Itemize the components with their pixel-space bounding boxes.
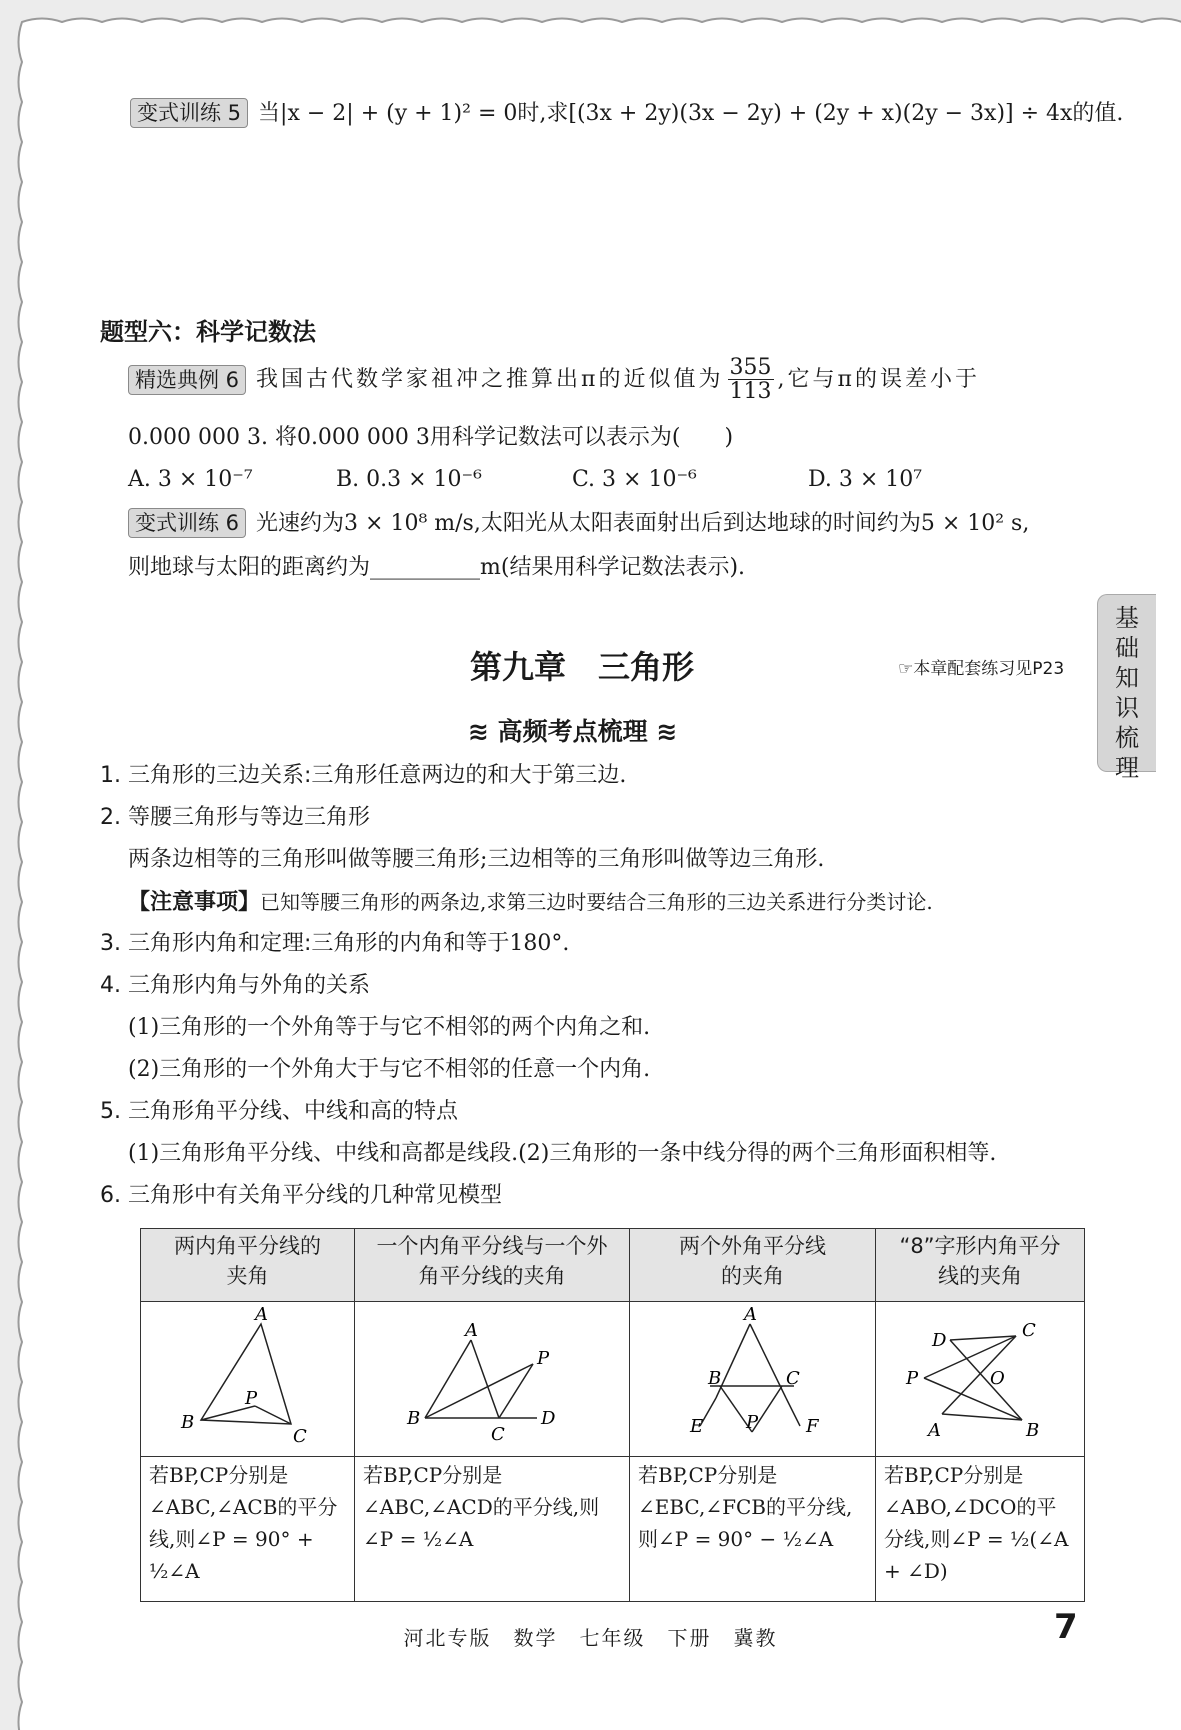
side-tab-char: 识 <box>1115 694 1139 722</box>
label-p: P <box>537 1348 550 1369</box>
example-6-tag: 精选典例 6 <box>128 365 246 395</box>
label-p: P <box>245 1388 258 1409</box>
point-heading: 等腰三角形与等边三角形 <box>127 805 370 830</box>
knowledge-point-line <box>128 1138 996 1170</box>
example-6-text-a: 我国古代数学家祖冲之推算出π的近似值为 <box>256 366 724 392</box>
label-a: A <box>928 1420 941 1441</box>
point-text: 三角形的内角和等于180°. <box>311 931 570 956</box>
example-6 <box>128 356 980 403</box>
figure-cell-1 <box>141 1302 355 1457</box>
option-a: A. 3 × 10⁻⁷ <box>128 467 253 492</box>
point-heading: 三角形角平分线、中线和高的特点 <box>127 1099 458 1124</box>
knowledge-point-line <box>128 886 933 919</box>
pi-fraction-den: 113 <box>729 379 772 405</box>
knowledge-point-line <box>128 1054 650 1086</box>
page-number: 7 <box>1054 1607 1078 1647</box>
point-number: 2. <box>100 805 128 830</box>
table-header-cell: “8”字形内角平分 线的夹角 <box>876 1229 1085 1302</box>
side-tab-char: 础 <box>1115 634 1139 662</box>
label-c: C <box>293 1426 307 1447</box>
label-c: C <box>786 1368 800 1389</box>
figure-3 <box>630 1302 875 1452</box>
table-header-cell: 两个外角平分线 的夹角 <box>630 1229 876 1302</box>
point-heading: 三角形内角和定理: <box>127 931 312 956</box>
point-number: 5. <box>100 1099 128 1124</box>
knowledge-point-line <box>128 844 824 876</box>
side-tab-char: 基 <box>1115 604 1139 632</box>
label-a: A <box>465 1320 478 1341</box>
label-b: B <box>407 1408 421 1429</box>
point-number: 1. <box>100 763 128 788</box>
label-o: O <box>990 1368 1005 1389</box>
point-number: 4. <box>100 973 128 998</box>
point-text: 两条边相等的三角形叫做等腰三角形;三边相等的三角形叫做等边三角形. <box>128 847 825 872</box>
exercise-5-tag: 变式训练 5 <box>130 98 248 128</box>
label-p: P <box>906 1368 919 1389</box>
page-footer: 河北专版 数学 七年级 下册 冀教 <box>403 1626 778 1650</box>
label-f: F <box>806 1416 819 1437</box>
table-figure-row <box>141 1302 1085 1457</box>
knowledge-point-line <box>100 802 370 834</box>
pi-fraction <box>728 356 774 403</box>
chapter-side-tab <box>1097 594 1156 782</box>
label-a: A <box>255 1304 268 1325</box>
point-text: (2)三角形的一个外角大于与它不相邻的任意一个内角. <box>128 1057 651 1082</box>
table-desc-cell: 若BP,CP分别是∠ABC,∠ACB的平分线,则∠P = 90° + ½∠A <box>141 1457 355 1602</box>
exercise-6 <box>128 508 1029 540</box>
figure-4 <box>876 1302 1084 1452</box>
pi-fraction-num: 355 <box>729 355 772 380</box>
point-heading: 三角形中有关角平分线的几种常见模型 <box>127 1183 502 1208</box>
label-b: B <box>181 1412 195 1433</box>
label-d: D <box>541 1408 556 1429</box>
chapter-ref: ☞本章配套练习见P23 <box>898 659 1065 679</box>
angle-bisector-models-table <box>140 1228 1085 1602</box>
point-heading: 三角形的三边关系: <box>127 763 312 788</box>
figure-cell-4 <box>876 1302 1085 1457</box>
knowledge-point-line <box>128 1012 650 1044</box>
point-number: 3. <box>100 931 128 956</box>
table-desc-row <box>141 1457 1085 1602</box>
table-desc-cell: 若BP,CP分别是∠EBC,∠FCB的平分线,则∠P = 90° − ½∠A <box>630 1457 876 1602</box>
point-heading: 三角形内角与外角的关系 <box>127 973 370 998</box>
section-6-title: 题型六：科学记数法 <box>100 318 316 346</box>
label-b: B <box>1026 1420 1040 1441</box>
side-tab-char: 梳 <box>1115 724 1139 752</box>
knowledge-point-line <box>100 928 569 960</box>
point-number: 6. <box>100 1183 128 1208</box>
option-b: B. 0.3 × 10⁻⁶ <box>336 467 482 492</box>
point-text: (1)三角形角平分线、中线和高都是线段.(2)三角形的一条中线分得的两个三角形面积相等. <box>128 1141 997 1166</box>
point-text: 三角形任意两边的和大于第三边. <box>311 763 627 788</box>
label-a: A <box>744 1304 757 1325</box>
side-tab-char: 理 <box>1115 754 1139 782</box>
label-d: D <box>932 1330 947 1351</box>
chapter-ref-text: 本章配套练习见P23 <box>913 659 1065 679</box>
side-tab-char: 知 <box>1115 664 1139 692</box>
figure-cell-2 <box>355 1302 630 1457</box>
figure-cell-3 <box>630 1302 876 1457</box>
example-6-text-b: ,它与π的误差小于 <box>777 366 980 392</box>
label-c: C <box>1022 1320 1036 1341</box>
table-header-cell: 一个内角平分线与一个外 角平分线的夹角 <box>355 1229 630 1302</box>
knowledge-point-line <box>100 760 626 792</box>
point-text: (1)三角形的一个外角等于与它不相邻的两个内角之和. <box>128 1015 651 1040</box>
figure-2 <box>355 1302 629 1452</box>
point-text: 已知等腰三角形的两条边,求第三边时要结合三角形的三边关系进行分类讨论. <box>260 890 933 914</box>
table-desc-cell: 若BP,CP分别是∠ABO,∠DCO的平分线,则∠P = ½(∠A + ∠D) <box>876 1457 1085 1602</box>
chapter-title: 第九章 三角形 <box>470 648 695 686</box>
table-header-cell: 两内角平分线的 夹角 <box>141 1229 355 1302</box>
example-6-line2: 0.000 000 3. 将0.000 000 3用科学记数法可以表示为( ) <box>128 425 734 450</box>
label-p: P <box>746 1412 759 1433</box>
knowledge-point-line <box>100 1096 458 1128</box>
point-heading: 【注意事项】 <box>128 890 261 915</box>
chapter-subtitle: ≋ 高频考点梳理 ≋ <box>468 717 678 746</box>
label-c: C <box>491 1424 505 1445</box>
label-e: E <box>690 1416 704 1437</box>
figure-1 <box>141 1302 354 1452</box>
exercise-6-line2: 则地球与太阳的距离约为__________m(结果用科学记数法表示). <box>128 555 746 580</box>
exercise-5-text: 当|x − 2| + (y + 1)² = 0时,求[(3x + 2y)(3x − 2y) + (2y + x)(2y − 3x)] ÷ 4x的值. <box>258 101 1124 126</box>
knowledge-point-line <box>100 1180 502 1212</box>
knowledge-point-line <box>100 970 370 1002</box>
exercise-6-line1: 光速约为3 × 10⁸ m/s,太阳光从太阳表面射出后到达地球的时间约为5 × 10² s, <box>256 511 1030 536</box>
label-b: B <box>708 1368 722 1389</box>
table-header-row <box>141 1229 1085 1302</box>
option-c: C. 3 × 10⁻⁶ <box>572 467 697 492</box>
option-d: D. 3 × 10⁷ <box>808 467 923 492</box>
table-desc-cell: 若BP,CP分别是∠ABC,∠ACD的平分线,则∠P = ½∠A <box>355 1457 630 1602</box>
exercise-6-tag: 变式训练 6 <box>128 508 246 538</box>
exercise-5 <box>130 98 1123 130</box>
